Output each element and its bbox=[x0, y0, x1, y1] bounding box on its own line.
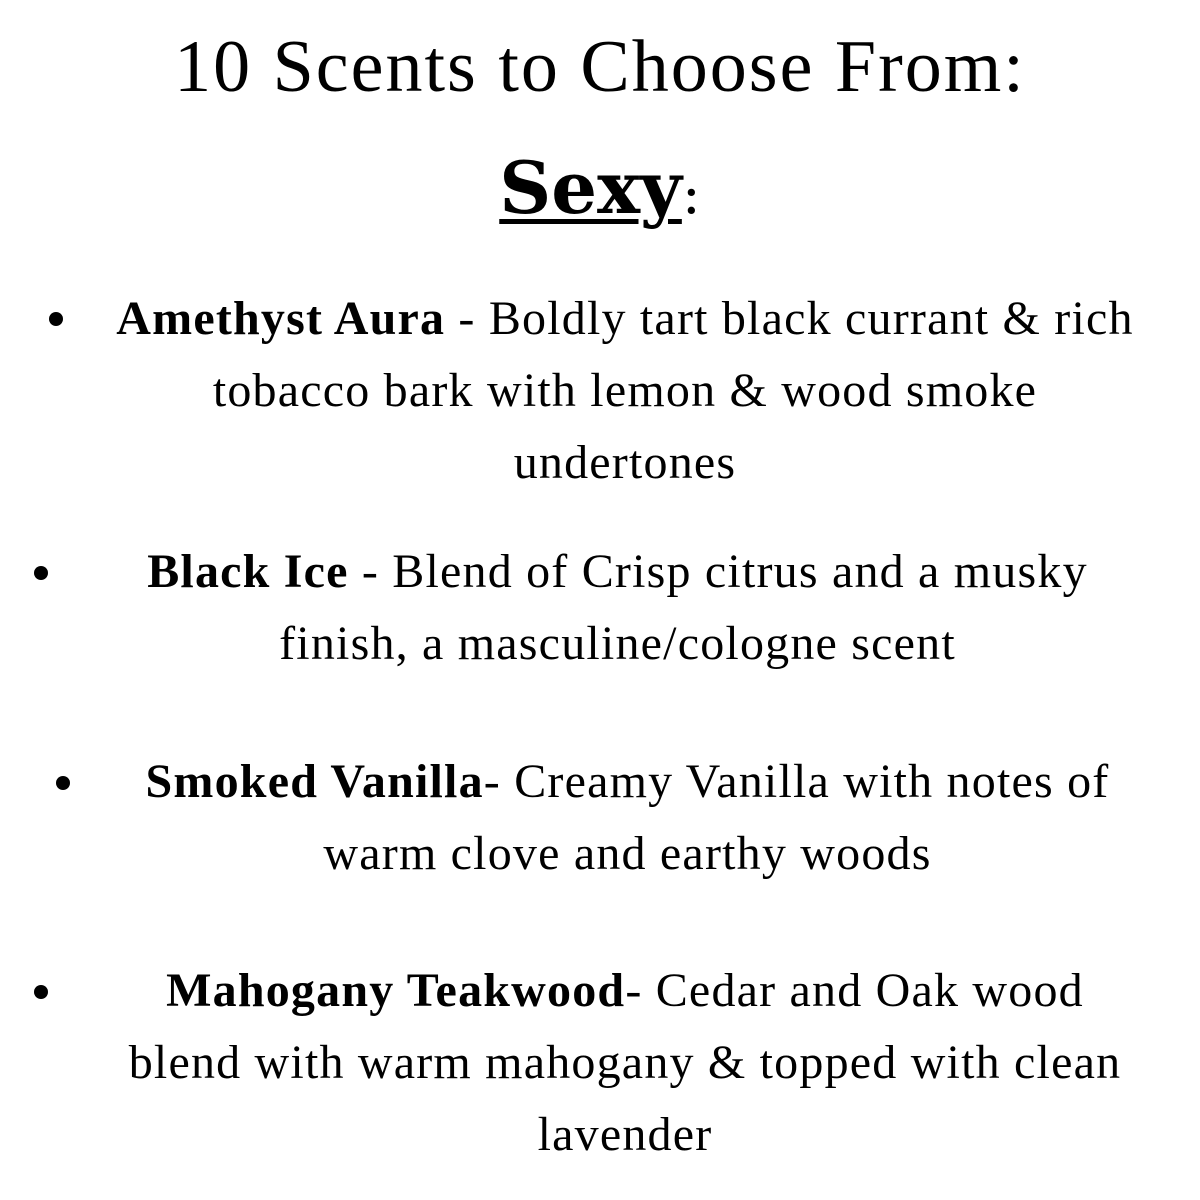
page-title: 10 Scents to Choose From: bbox=[174, 26, 1026, 108]
scent-description: Cedar and Oak wood blend with warm mahogany & topped with clean lavender bbox=[128, 964, 1122, 1161]
scent-name: Mahogany Teakwood bbox=[166, 964, 626, 1017]
category-colon: : bbox=[681, 162, 701, 227]
scent-name: Smoked Vanilla bbox=[145, 755, 484, 808]
category-heading bbox=[0, 140, 1200, 243]
scent-item-smoked-vanilla bbox=[115, 746, 1140, 890]
bullet-icon bbox=[34, 985, 48, 999]
scent-description: Blend of Crisp citrus and a musky finish, a masculine/cologne scent bbox=[279, 545, 1088, 670]
scent-item-mahogany-teakwood bbox=[120, 955, 1130, 1171]
bullet-icon bbox=[49, 312, 63, 326]
scent-item-amethyst-aura bbox=[105, 283, 1145, 499]
scent-item-black-ice bbox=[140, 536, 1095, 680]
scent-separator: - bbox=[348, 545, 393, 598]
scent-name: Amethyst Aura bbox=[116, 292, 446, 345]
scent-description: Boldly tart black currant & rich tobacco bark with lemon & wood smoke undertones bbox=[212, 292, 1134, 489]
scent-separator: - bbox=[483, 755, 515, 808]
category-name: Sexy bbox=[499, 145, 682, 230]
scent-description: Creamy Vanilla with notes of warm clove and earthy woods bbox=[323, 755, 1110, 880]
scent-separator: - bbox=[445, 292, 489, 345]
scent-separator: - bbox=[625, 964, 656, 1017]
bullet-icon bbox=[56, 776, 70, 790]
bullet-icon bbox=[34, 566, 48, 580]
scent-name: Black Ice bbox=[147, 545, 349, 598]
